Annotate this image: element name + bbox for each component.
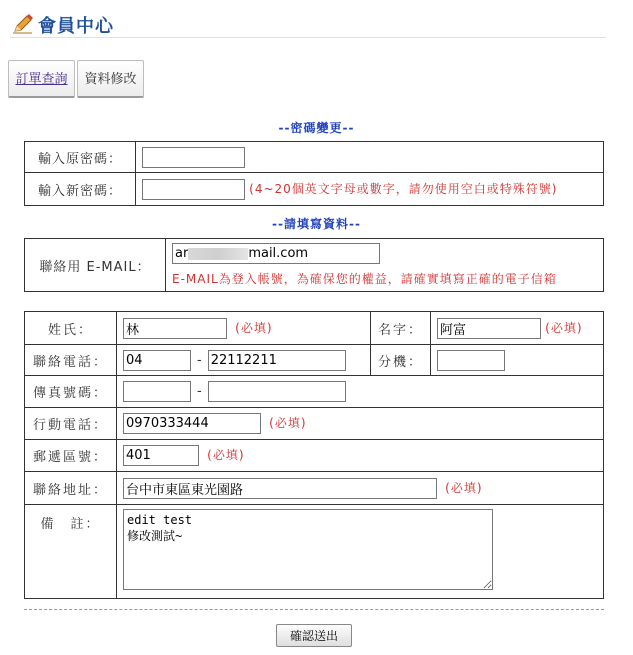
- pencil-icon: [12, 14, 34, 34]
- mobile-label: 行動電話：: [25, 408, 117, 440]
- required-mark: (必填): [445, 480, 483, 495]
- redacted-mask: [188, 248, 248, 260]
- name-input[interactable]: [437, 318, 541, 339]
- surname-input[interactable]: [123, 318, 227, 339]
- phone-number-input[interactable]: [208, 350, 346, 371]
- mobile-input[interactable]: [123, 413, 261, 434]
- address-label: 聯絡地址：: [25, 472, 117, 505]
- phone-area-input[interactable]: [123, 350, 191, 371]
- fax-number-input[interactable]: [208, 381, 346, 402]
- email-field[interactable]: [172, 243, 380, 264]
- phone-label: 聯絡電話：: [25, 345, 117, 376]
- name-label: 名字：: [371, 312, 431, 345]
- surname-label: 姓氏：: [25, 312, 117, 345]
- required-mark: (必填): [235, 320, 273, 335]
- old-password-input[interactable]: [142, 147, 245, 168]
- required-mark: (必填): [545, 320, 583, 335]
- ext-input[interactable]: [437, 350, 505, 371]
- page-title: 會員中心: [38, 16, 114, 37]
- profile-table: [24, 311, 604, 599]
- zip-input[interactable]: [123, 445, 199, 466]
- required-mark: (必填): [207, 448, 245, 462]
- tab-order-query[interactable]: 訂單查詢: [8, 60, 75, 98]
- new-password-label: 輸入新密碼：: [25, 173, 136, 206]
- zip-label: 郵遞區號：: [25, 440, 117, 472]
- old-password-label: 輸入原密碼：: [25, 142, 136, 173]
- ext-label: 分機：: [371, 345, 431, 376]
- email-prefix: ar: [175, 246, 189, 261]
- memo-textarea[interactable]: [123, 509, 493, 590]
- submit-button[interactable]: 確認送出: [276, 624, 352, 647]
- required-mark: (必填): [269, 416, 307, 430]
- password-hint: (4~20個英文字母或數字，請勿使用空白或特殊符號): [249, 181, 558, 196]
- password-table: [24, 141, 604, 206]
- dash-separator: -: [197, 384, 202, 399]
- tab-profile-edit[interactable]: 資料修改: [77, 60, 144, 98]
- fax-label: 傳真號碼：: [25, 376, 117, 408]
- email-label: 聯絡用 E-MAIL：: [25, 239, 166, 292]
- email-suffix: mail.com: [248, 246, 309, 261]
- email-hint: E-MAIL為登入帳號，為確保您的權益，請確實填寫正確的電子信箱: [172, 272, 557, 286]
- password-section-title: --密碼變更--: [278, 121, 355, 135]
- address-input[interactable]: [123, 478, 437, 499]
- info-section-title: --請填寫資料--: [272, 217, 361, 231]
- divider: [24, 609, 604, 610]
- new-password-input[interactable]: [142, 179, 245, 200]
- dash-separator: -: [197, 352, 202, 368]
- memo-label: 備 註：: [25, 505, 117, 599]
- fax-area-input[interactable]: [123, 381, 191, 402]
- email-table: [24, 238, 604, 292]
- page-header: [10, 10, 606, 38]
